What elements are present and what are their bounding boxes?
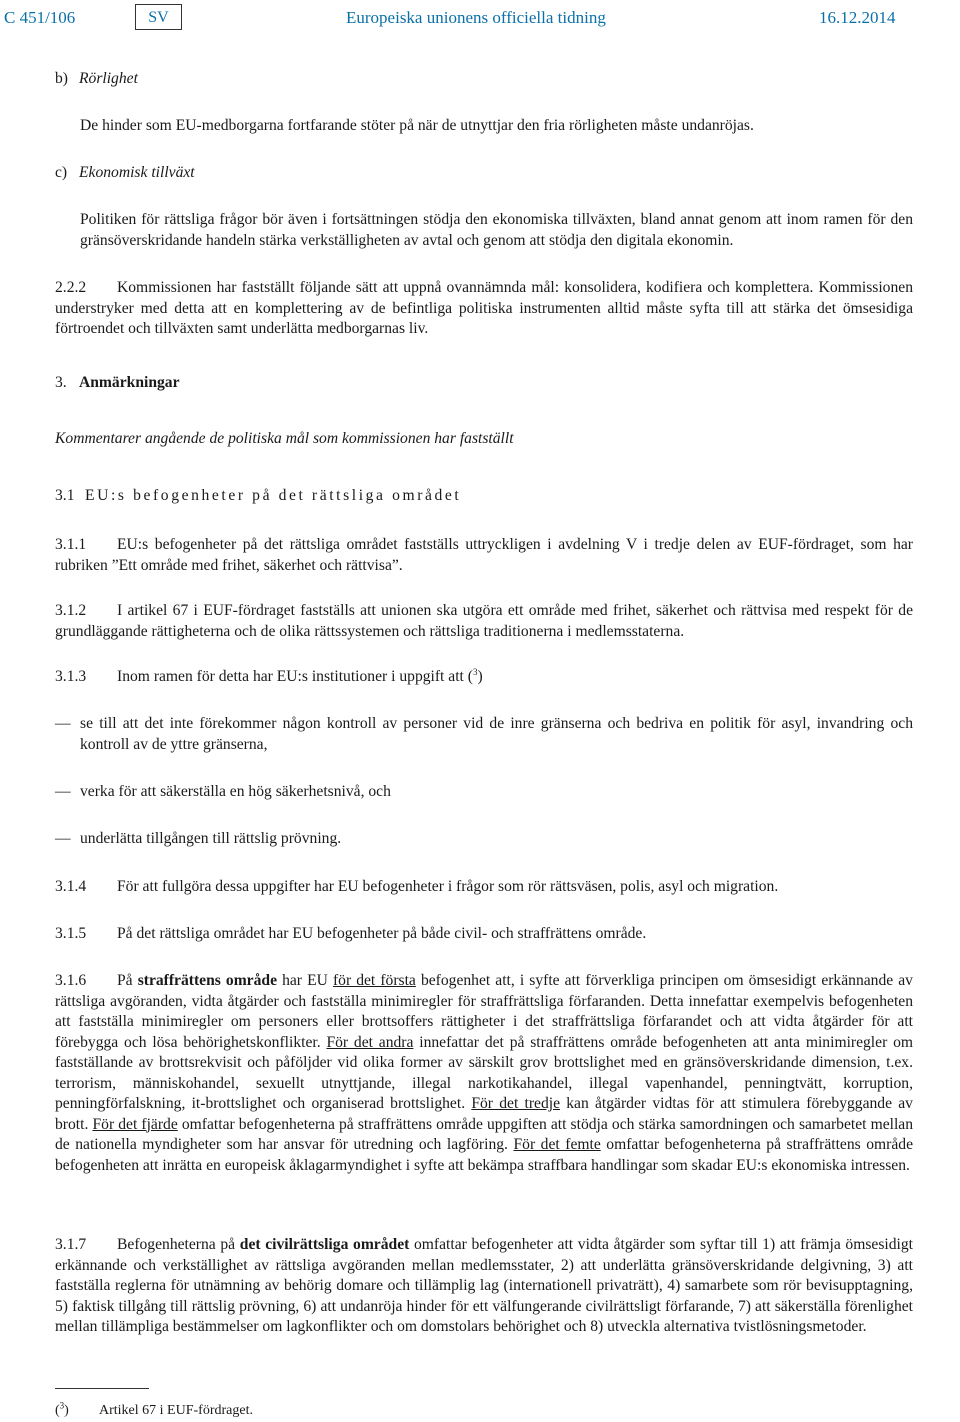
paragraph-3-1-3	[55, 667, 913, 688]
footnote-reference-close: )	[477, 668, 483, 685]
bold-term: straffrättens område	[137, 972, 277, 989]
section-b-title: Rörlighet	[79, 70, 138, 87]
paragraph-3-1-6	[55, 971, 913, 1176]
paragraph-text: kan åtgärder vidtas för att stimulera förebyggande av brott.	[55, 1095, 913, 1133]
section-3-title: Anmärkningar	[79, 374, 180, 391]
paragraph-text: har EU	[277, 972, 333, 989]
section-c-title: Ekonomisk tillväxt	[79, 164, 195, 181]
footnote-open: (	[55, 1403, 60, 1418]
paragraph-text: Kommissionen har fastställt följande sätt att uppnå ovannämnda mål: konsolidera, kodifiera och komplettera. Kommissionen understryker med detta att en komplettering av de befintliga politiska instrumenten alltid måste syfta till att stärka det ömsesidiga förtroendet och tillväxten samt underlätta medborgarnas liv.	[55, 279, 913, 337]
paragraph-2-2-2	[55, 278, 913, 340]
section-3-1-title: EU:s befogenheter på det rättsliga området	[85, 487, 462, 504]
paragraph-3-1-2	[55, 601, 913, 642]
paragraph-3-1-4	[55, 877, 913, 898]
footnote-close: )	[64, 1403, 69, 1418]
section-c-heading	[55, 163, 913, 184]
paragraph-3-1-1	[55, 535, 913, 576]
footnote	[55, 1401, 913, 1422]
section-b-label: b)	[55, 70, 68, 87]
paragraph-text: EU:s befogenheter på det rättsliga området fastställs uttryckligen i avdelning V i tredje delen av EUF-fördraget, som har rubriken ”Ett område med frihet, säkerhet och rättvisa”.	[55, 536, 913, 574]
paragraph-number: 3.1.3	[55, 668, 87, 685]
bold-term: det civilrättsliga området	[239, 1236, 410, 1253]
dash-marker: —	[55, 830, 71, 847]
section-b-heading	[55, 69, 913, 90]
footnote-text: Artikel 67 i EUF-fördraget.	[99, 1403, 253, 1418]
section-3-number: 3.	[55, 374, 67, 391]
underlined-term: För det femte	[513, 1136, 601, 1153]
language-badge: SV	[135, 4, 182, 30]
paragraph-number: 3.1.2	[55, 602, 87, 619]
paragraph-text: Inom ramen för detta har EU:s institutioner i uppgift att (	[117, 668, 473, 685]
section-b-body: De hinder som EU-medborgarna fortfarande stöter på när de utnyttjar den fria rörligheten måste undanröjas.	[80, 117, 754, 134]
underlined-term: För det fjärde	[92, 1115, 178, 1133]
paragraph-number: 3.1.5	[55, 925, 87, 942]
publication-date: 16.12.2014	[819, 8, 896, 27]
paragraph-number: 2.2.2	[55, 279, 87, 296]
paragraph-text: innefattar det på straffrättens område befogenheten att anta minimiregler om fastställande av brottsrekvisit och påföljder vid olika former av särskilt grov brottslighet med en gränsöverskridande dimension, t.ex. terrorism, människohandel, sexuellt utnyttjande, illegal narkotikahandel, illegal vapenhandel, penningtvätt, korruption, penningförfalskning, it-brottslighet och organiserad brottslighet.	[55, 1033, 914, 1112]
paragraph-number: 3.1.6	[55, 972, 87, 989]
footnote-reference: 3	[472, 666, 478, 677]
section-3-heading	[55, 373, 913, 394]
paragraph-number: 3.1.1	[55, 536, 87, 553]
section-c-body: Politiken för rättsliga frågor bör även i fortsättningen stödja den ekonomiska tillväxten, bland annat genom att inom ramen för den gränsöverskridande handeln stärka verkställigheten av avtal och genom att stödja den digitala ekonomin.	[80, 211, 913, 249]
paragraph-text: I artikel 67 i EUF-fördraget fastställs att unionen ska utgöra ett område med frihet, säkerhet och rättvisa med respekt för de grundläggande rättigheterna och de olika rättssystemen och rättsliga traditionerna i medlemsstaterna.	[55, 602, 913, 640]
paragraph-3-1-5	[55, 924, 913, 945]
page-reference: C 451/106	[4, 8, 76, 27]
paragraph-text: Befogenheterna på	[117, 1236, 240, 1253]
paragraph-number: 3.1.7	[55, 1236, 87, 1253]
paragraph-text: För att fullgöra dessa uppgifter har EU befogenheter i frågor som rör rättsväsen, polis, asyl och migration.	[117, 878, 779, 895]
dash-list-item: se till att det inte förekommer någon kontroll av personer vid de inre gränserna och bedriva en politik för asyl, invandring och kontroll av de yttre gränserna,	[80, 715, 913, 753]
paragraph-text: befogenhet att, i syfte att förverkliga principen om ömsesidigt erkännande av rättsliga avgöranden, vidta åtgärder och fastställa minimiregler för straffrättsliga förfaranden. Detta innefattar exempelvis befogenheten att fastställa minimiregler om personers eller brottsoffers rättigheter i det straffrättsliga förfarandet och att vidta åtgärder för att förebygga och lösa behörighetskonflikter.	[55, 972, 913, 1051]
journal-title: Europeiska unionens officiella tidning	[346, 8, 606, 27]
paragraph-number: 3.1.4	[55, 878, 87, 895]
paragraph-text: omfattar befogenheterna på straffrättens område befogenheten att inrätta en europeisk åklagarmyndighet i syfte att bekämpa straffbara handlingar som skadar EU:s ekonomiska intressen.	[55, 1136, 913, 1174]
paragraph-text: På det rättsliga området har EU befogenheter på både civil- och straffrättens område.	[117, 925, 647, 942]
footnote-divider	[55, 1388, 149, 1389]
paragraph-3-1-7	[55, 1235, 913, 1338]
underlined-term: För det tredje	[471, 1095, 561, 1112]
section-3-subtitle: Kommentarer angående de politiska mål som kommissionen har fastställt	[55, 430, 514, 447]
dash-list-item: verka för att säkerställa en hög säkerhetsnivå, och	[80, 783, 391, 800]
underlined-term: För det andra	[326, 1033, 414, 1051]
paragraph-text: omfattar befogenheterna på straffrättens område uppgiften att stödja och stärka samordningen och samarbetet mellan de nationella myndigheter som har ansvar för utredning och lagföring.	[55, 1115, 914, 1153]
dash-marker: —	[55, 715, 71, 732]
section-3-1-number: 3.1	[55, 487, 75, 504]
underlined-term: för det första	[332, 972, 416, 989]
section-c-label: c)	[55, 164, 68, 181]
dash-marker: —	[55, 783, 71, 800]
footnote-number: 3	[59, 1400, 65, 1411]
dash-list-item: underlätta tillgången till rättslig prövning.	[80, 830, 342, 847]
section-3-1-heading	[55, 486, 913, 507]
paragraph-text: omfattar befogenheter att vidta åtgärder som syftar till 1) att främja ömsesidigt erkännande och verkställighet av rättsliga avgöranden mellan medlemsstater, 2) att underlätta gränsöverskridande delgivning, 3) att fastställa reglerna för utnämning av behörig domare och tillämplig lag (internationell privaträtt), 4) samarbete som rör bevisupptagning, 5) faktisk tillgång till rättslig prövning, 6) att undanröja hinder för ett välfungerande civilrättsligt förfarande, 7) att säkerställa förenlighet mellan tillämpliga bestämmelser om lagkonflikter och om domstolars behörighet och 8) utveckla alternativa tvistlösningsmetoder.	[55, 1236, 913, 1335]
paragraph-text: På	[117, 972, 138, 989]
